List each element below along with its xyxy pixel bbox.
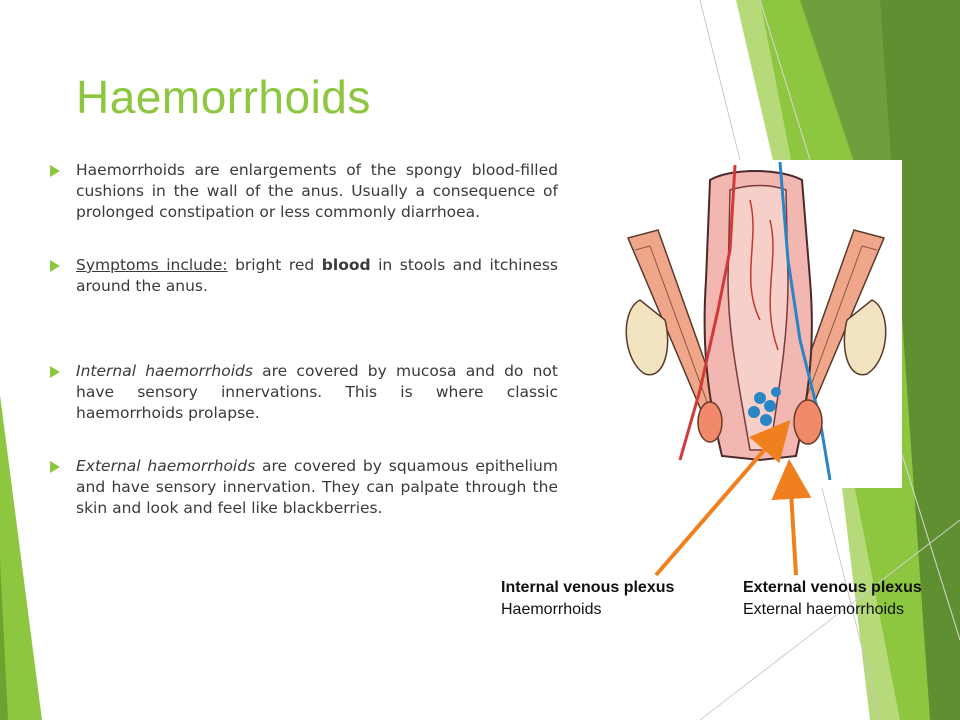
external-plexus-sublabel: External haemorrhoids	[743, 601, 904, 618]
internal-plexus-label: Internal venous plexus	[501, 579, 675, 596]
bullet-text: are covered by mucosa and do not have sensory innervations. This is where classic haemorrhoids prolapse.	[76, 362, 558, 422]
slide-title: Haemorrhoids	[76, 71, 371, 123]
anatomy-illustration	[610, 160, 902, 488]
triangle-bullet-icon	[50, 260, 60, 272]
bullet-text: are covered by squamous epithelium and have sensory innervation. They can palpate through the skin and look and feel like blackberries.	[76, 457, 558, 517]
bullet-text: in stools and itchiness around the anus.	[76, 256, 558, 295]
bullet-lead: Internal haemorrhoids	[76, 362, 253, 380]
bullet-lead: Symptoms include:	[76, 256, 228, 274]
triangle-bullet-icon	[50, 366, 60, 378]
external-plexus-label: External venous plexus	[743, 579, 922, 596]
bullet-item	[50, 160, 558, 223]
bullet-list	[50, 160, 558, 519]
triangle-bullet-icon	[50, 165, 60, 177]
bullet-item	[50, 361, 558, 424]
triangle-bullet-icon	[50, 461, 60, 473]
bullet-text: bright red	[227, 256, 322, 274]
internal-plexus-sublabel: Haemorrhoids	[501, 601, 602, 618]
bullet-item	[50, 255, 558, 297]
bullet-emphasis: blood	[321, 256, 371, 274]
bullet-item	[50, 456, 558, 519]
bullet-lead: External haemorrhoids	[76, 457, 256, 475]
bullet-text: Haemorrhoids are enlargements of the spongy blood-filled cushions in the wall of the anus. Usually a consequence of prolonged constipation or less commonly diarrhoea.	[76, 161, 558, 221]
